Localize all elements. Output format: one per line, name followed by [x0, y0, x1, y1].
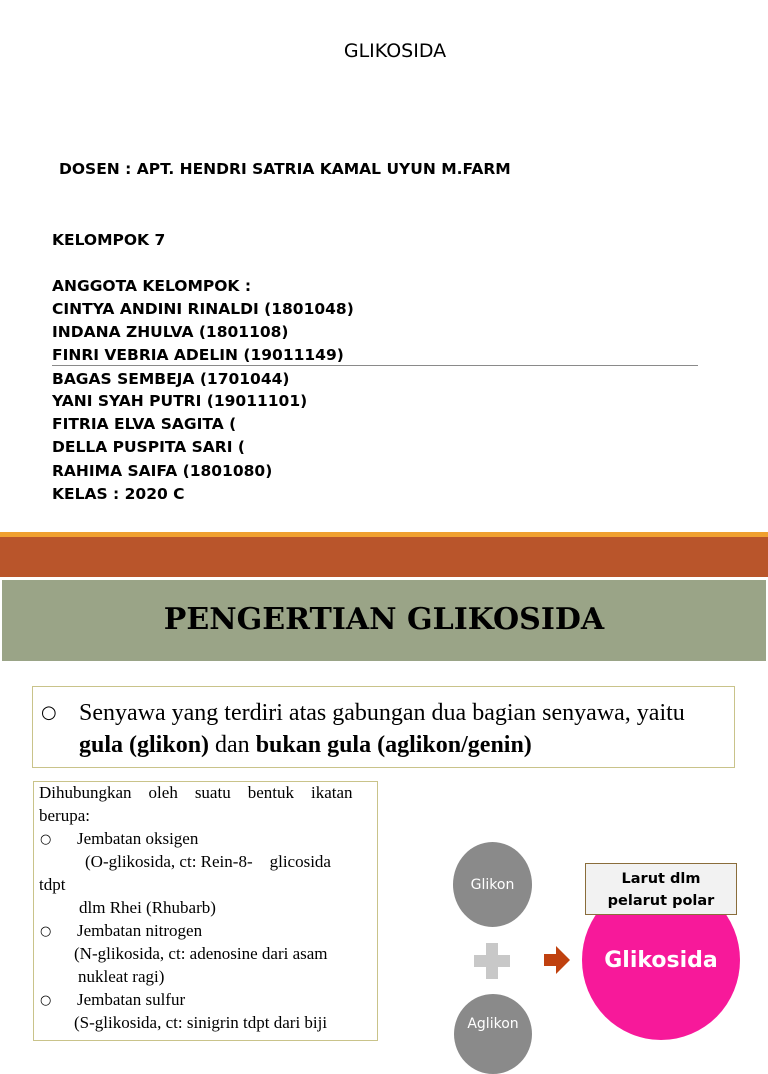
definition-line-1: Senyawa yang terdiri atas gabungan dua bagian senyawa, yaitu — [79, 700, 685, 726]
class-line: KELAS : 2020 C — [52, 485, 185, 503]
bullet-icon: ○ — [41, 702, 57, 723]
oxygen-bridge-desc-2: tdpt — [39, 875, 66, 894]
bullet-icon: ○ — [40, 924, 52, 939]
glikon-term: gula (glikon) — [79, 732, 210, 758]
accent-band — [0, 537, 768, 577]
bullet-icon: ○ — [40, 993, 52, 1008]
nitrogen-bridge-desc: (N-glikosida, ct: adenosine dari asam — [74, 944, 328, 963]
nitrogen-bridge: Jembatan nitrogen — [77, 921, 203, 940]
solubility-note-line-2: pelarut polar — [607, 893, 715, 909]
arrow-right-icon — [544, 946, 570, 974]
bullet-icon: ○ — [40, 832, 52, 847]
sulfur-bridge-desc: (S-glikosida, ct: sinigrin tdpt dari biji — [74, 1013, 328, 1032]
linkage-intro: Dihubungkan oleh suatu bentuk ikatan — [39, 783, 353, 802]
linkage-box — [33, 781, 378, 1041]
member-item: BAGAS SEMBEJA (1701044) — [52, 370, 290, 388]
oxygen-bridge-desc: (O-glikosida, ct: Rein-8- glicosida — [85, 852, 331, 871]
group-number: KELOMPOK 7 — [52, 231, 166, 249]
member-item: INDANA ZHULVA (1801108) — [52, 323, 289, 341]
divider-line — [52, 365, 698, 366]
glikosida-circle: Glikosida — [582, 880, 740, 1040]
definition-line-2 — [79, 732, 532, 759]
lecturer-line: DOSEN : APT. HENDRI SATRIA KAMAL UYUN M.FARM — [59, 160, 511, 178]
aglikon-term: bukan gula (aglikon/genin) — [255, 732, 532, 758]
oxygen-bridge-desc-3: dlm Rhei (Rhubarb) — [79, 898, 216, 917]
member-item: FINRI VEBRIA ADELIN (19011149) — [52, 346, 344, 364]
plus-icon — [474, 943, 510, 979]
slide1-title: GLIKOSIDA — [343, 40, 447, 62]
oxygen-bridge: Jembatan oksigen — [77, 829, 199, 848]
member-item: FITRIA ELVA SAGITA ( — [52, 415, 237, 433]
sulfur-bridge: Jembatan sulfur — [77, 990, 186, 1009]
conjunction: dan — [209, 732, 256, 758]
member-item: RAHIMA SAIFA (1801080) — [52, 462, 273, 480]
members-label: ANGGOTA KELOMPOK : — [52, 277, 252, 295]
glikon-circle: Glikon — [453, 842, 532, 927]
member-item: CINTYA ANDINI RINALDI (1801048) — [52, 300, 354, 318]
nitrogen-bridge-desc-2: nukleat ragi) — [78, 967, 165, 986]
aglikon-circle: Aglikon — [454, 994, 532, 1074]
solubility-note — [585, 863, 737, 915]
slide2-title: PENGERTIAN GLIKOSIDA — [163, 602, 605, 637]
member-item: YANI SYAH PUTRI (19011101) — [52, 392, 308, 410]
linkage-intro-2: berupa: — [39, 806, 90, 825]
member-item: DELLA PUSPITA SARI ( — [52, 438, 245, 456]
solubility-note-line-1: Larut dlm — [621, 871, 701, 887]
